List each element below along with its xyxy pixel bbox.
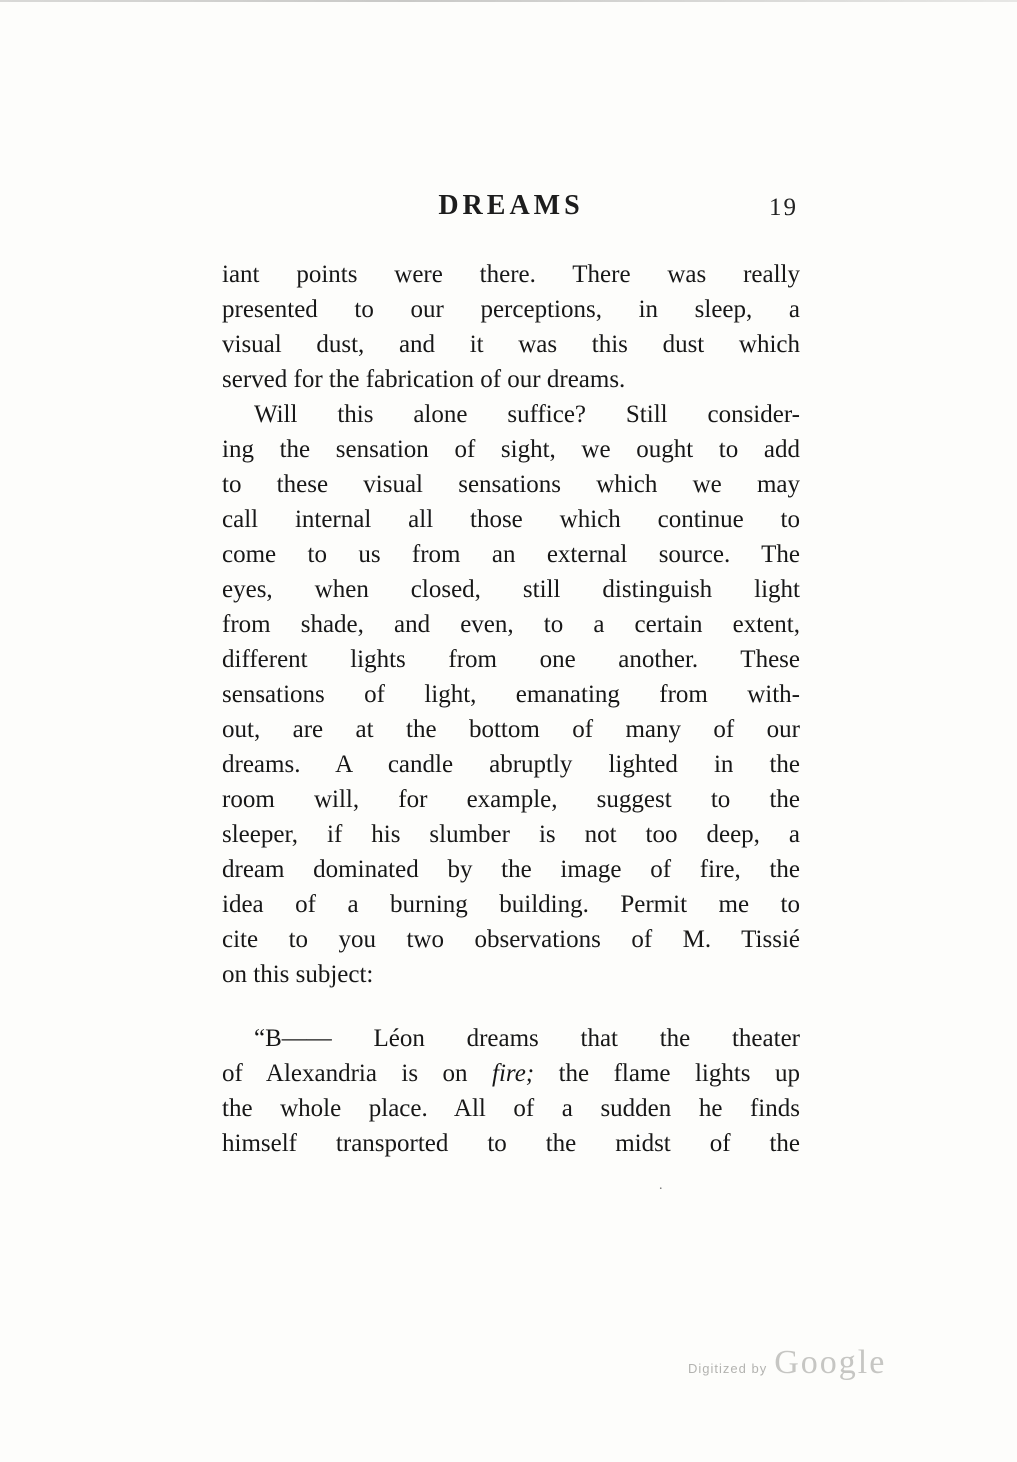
italic-text: fire; [492,1060,535,1087]
text-line: visual dust, and it was this dust which [222,331,800,358]
text-line: dream dominated by the image of fire, the [222,856,800,883]
text-line: sensations of light, emanating from with- [222,681,800,708]
watermark-prefix: Digitized by [688,1361,768,1376]
page-number: 19 [769,194,798,221]
text-line: call internal all those which continue to [222,506,800,533]
text-line: iant points were there. There was really [222,261,800,288]
text-line: “B—— Léon dreams that the theater [254,1025,800,1052]
text-line: the whole place. All of a sudden he finds [222,1095,800,1122]
text-line: ing the sensation of sight, we ought to add [222,436,800,463]
paragraph [222,1021,800,1161]
stray-ink-mark: . [659,1178,663,1193]
paragraph [222,257,800,397]
text-line: dreams. A candle abruptly lighted in the [222,751,800,778]
text-line: on this subject: [222,961,374,988]
text-line: himself transported to the midst of the [222,1130,800,1157]
text-line: room will, for example, suggest to the [222,786,800,813]
text-line: served for the fabrication of our dreams. [222,366,626,393]
text-line: come to us from an external source. The [222,541,800,568]
text-segment: of Alexandria is on [222,1060,493,1087]
text-line: sleeper, if his slumber is not too deep, a [222,821,800,848]
text-line: Will this alone suffice? Still consider- [254,401,800,428]
text-line: idea of a burning building. Permit me to [222,891,800,918]
running-title: DREAMS [438,190,584,221]
text-line: to these visual sensations which we may [222,471,800,498]
text-line: eyes, when closed, still distinguish light [222,576,800,603]
google-logo: Google [774,1344,887,1381]
watermark [688,1344,886,1382]
paragraph [222,397,800,992]
text-line: different lights from one another. These [222,646,800,673]
text-block [222,257,800,1161]
text-line: out, are at the bottom of many of our [222,716,800,743]
scan-edge [0,0,1017,2]
text-segment: the flame lights up [534,1060,800,1087]
text-line: from shade, and even, to a certain extent, [222,611,800,638]
text-line [222,1056,800,1091]
text-line: presented to our perceptions, in sleep, a [222,296,800,323]
page-header [222,190,800,232]
text-line: cite to you two observations of M. Tissié [222,926,800,953]
